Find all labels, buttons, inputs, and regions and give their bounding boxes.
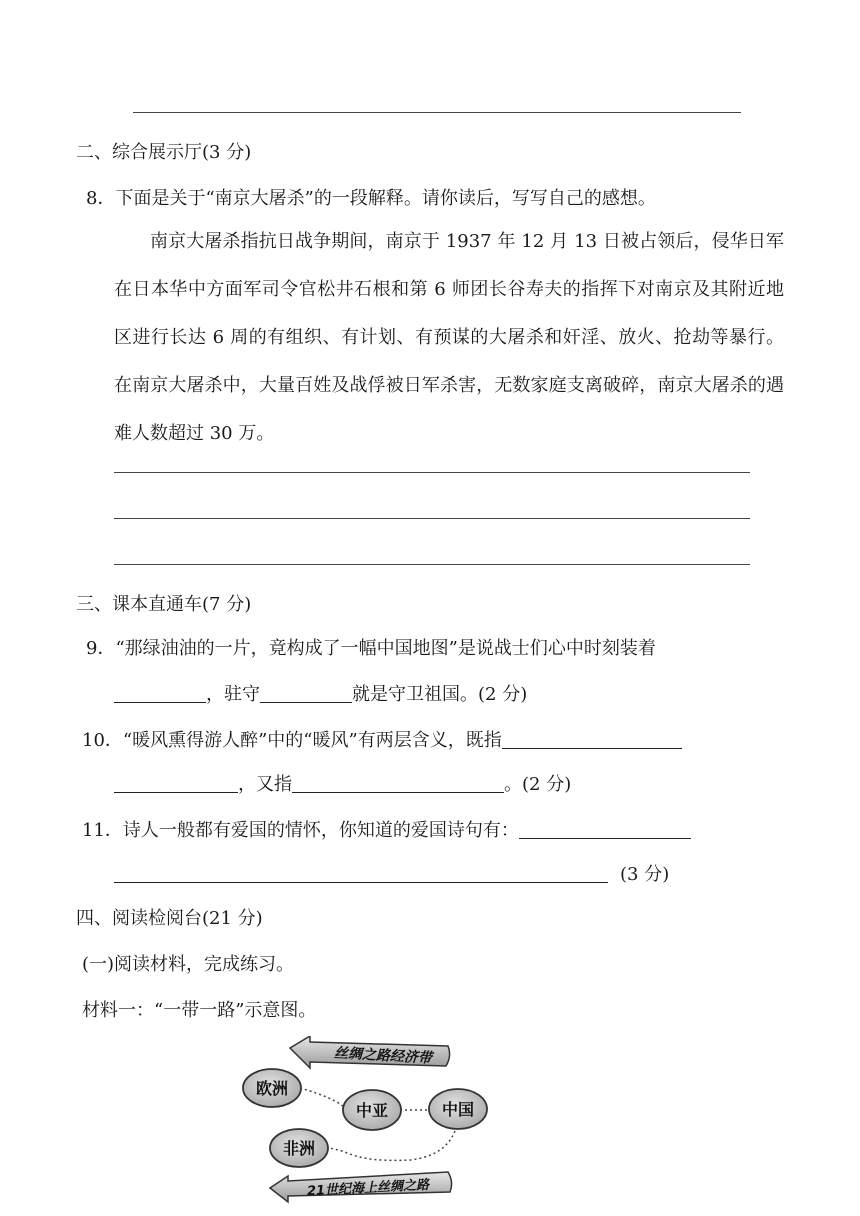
section-heading-2: 二、综合展示厅(3 分) xyxy=(76,142,252,163)
question-9-mid: ，驻守 xyxy=(206,684,260,705)
answer-blank-q11-1[interactable] xyxy=(519,820,691,839)
node-africa-label: 非洲 xyxy=(282,1139,316,1158)
answer-blank-q9-2[interactable] xyxy=(260,684,352,703)
question-9-end: 就是守卫祖国。(2 分) xyxy=(352,684,528,705)
answer-line-q8-2[interactable] xyxy=(114,518,750,519)
section-heading-3: 三、课本直通车(7 分) xyxy=(76,594,252,615)
answer-blank-q10-1b[interactable] xyxy=(114,774,238,793)
question-10-mid: ，又指 xyxy=(238,774,292,795)
question-9-line2 xyxy=(114,680,527,706)
question-10-end: 。(2 分) xyxy=(504,774,572,795)
node-central-asia-label: 中亚 xyxy=(355,1101,389,1120)
answer-line-q8-3[interactable] xyxy=(114,564,750,565)
question-10-text: 10．“暖风熏得游人醉”中的“暖风”有两层含义，既指 xyxy=(82,730,502,751)
question-10-line2 xyxy=(114,770,571,796)
belt-and-road-diagram xyxy=(0,1036,860,1216)
reading-part-1-title: (一)阅读材料，完成练习。 xyxy=(82,954,295,975)
node-africa xyxy=(270,1129,328,1167)
silk-road-economic-belt-arrow xyxy=(290,1036,450,1068)
top-route-label: 丝绸之路经济带 xyxy=(333,1045,433,1067)
answer-line-top[interactable] xyxy=(133,112,741,113)
answer-blank-q10-2[interactable] xyxy=(292,774,504,793)
question-8-prompt: 8．下面是关于“南京大屠杀”的一段解释。请你读后，写写自己的感想。 xyxy=(86,188,656,209)
section-heading-4: 四、阅读检阅台(21 分) xyxy=(76,908,263,929)
answer-blank-q9-1[interactable] xyxy=(114,684,206,703)
material-1-label: 材料一：“一带一路”示意图。 xyxy=(82,1000,317,1021)
question-10-line1 xyxy=(82,726,682,752)
route-china-africa xyxy=(326,1131,455,1160)
node-europe-label: 欧洲 xyxy=(255,1079,289,1098)
question-8-passage: 南京大屠杀指抗日战争期间，南京于 1937 年 12 月 13 日被占领后，侵华日军在日本华中方面军司令官松井石根和第 6 师团长谷寿夫的指挥下对南京及其附近地区进行长达 6 周的有组织、有计划、有预谋的大屠杀和奸淫、放火、抢劫等暴行。在南京大屠杀中，大量百姓及战俘被日军杀害，无数家庭支离破碎，南京大屠杀的遇难人数超过 30 万。 xyxy=(114,231,784,444)
answer-blank-q10-1a[interactable] xyxy=(502,730,682,749)
answer-blank-q11-2[interactable] xyxy=(114,864,608,883)
question-11-text: 11．诗人一般都有爱国的情怀，你知道的爱国诗句有： xyxy=(82,820,519,841)
maritime-silk-road-arrow xyxy=(270,1172,452,1202)
bottom-route-label: 21世纪海上丝绸之路 xyxy=(306,1177,430,1200)
answer-line-q8-1[interactable] xyxy=(114,472,750,473)
node-central-asia xyxy=(343,1090,401,1130)
node-china-label: 中国 xyxy=(441,1100,475,1119)
question-11-score: (3 分) xyxy=(620,864,670,885)
question-11-line2 xyxy=(114,860,669,886)
route-europe-central-asia xyxy=(300,1088,345,1108)
node-europe xyxy=(243,1069,301,1107)
question-9-line1: 9．“那绿油油的一片，竟构成了一幅中国地图”是说战士们心中时刻装着 xyxy=(86,638,656,659)
question-11-line1 xyxy=(82,816,691,842)
node-china xyxy=(429,1089,487,1129)
